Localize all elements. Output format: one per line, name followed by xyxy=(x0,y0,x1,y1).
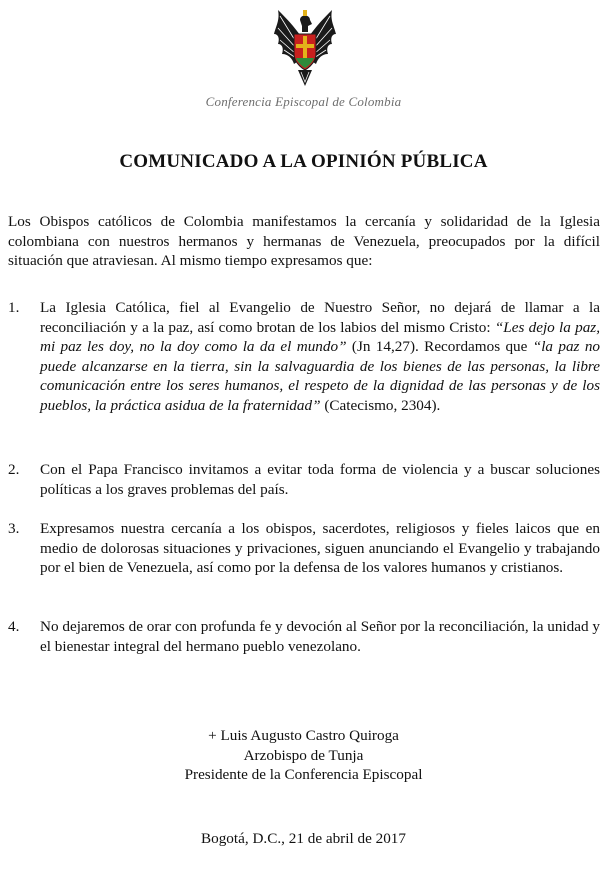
point-1-quote-b: “la paz no puede alcanzarse en la tierra, sin la salvaguardia de los bienes de las personas, la libre comunicación entre los seres humanos, el respeto de la dignidad de las personas y de los pueblos, la práctica asidua de la fraternidad” xyxy=(40,338,601,414)
letterhead xyxy=(0,8,607,118)
list-item-text: No dejaremos de orar con profunda fe y devoción al Señor por la reconciliación, la unidad y el bienestar integral del hermano pueblo venezolano. xyxy=(40,618,600,655)
list-item-text xyxy=(40,298,600,416)
list-item-1 xyxy=(8,298,600,416)
episcopal-crest-logo xyxy=(272,8,338,92)
dateline: Bogotá, D.C., 21 de abril de 2017 xyxy=(200,830,406,847)
list-item-number: 3. xyxy=(8,520,20,537)
list-item-number: 1. xyxy=(8,299,20,316)
list-item-number: 2. xyxy=(8,461,20,478)
point-1-quote-a: “Les dejo la paz, mi paz les doy, no la doy como la da el mundo” xyxy=(40,318,601,356)
signature-block xyxy=(0,726,607,785)
list-item-text: Expresamos nuestra cercanía a los obispos, sacerdotes, religiosos y fieles laicos que en medio de dolorosas situaciones y privaciones, siguen anunciando el Evangelio y trabajando por el bien de Venezuela, así como por la defensa de los valores humanos y cristianos. xyxy=(40,520,600,577)
organization-name: Conferencia Episcopal de Colombia xyxy=(205,94,402,109)
point-1-text-b: (Jn 14,27). Recordamos que xyxy=(346,338,533,356)
signatory-name: + Luis Augusto Castro Quiroga xyxy=(208,727,399,744)
signatory-role: Arzobispo de Tunja xyxy=(243,746,364,764)
document-title: COMUNICADO A LA OPINIÓN PÚBLICA xyxy=(119,151,488,172)
point-1-text-c: (Catecismo, 2304). xyxy=(320,396,441,414)
list-item-2 xyxy=(8,460,600,499)
list-item-3 xyxy=(8,519,600,578)
intro-paragraph: Los Obispos católicos de Colombia manifestamos la cercanía y solidaridad de la Iglesia colombiana con nuestros hermanos y hermanas de Venezuela, preocupados por la difícil situación que atraviesan. Al mismo tiempo expresamos que: xyxy=(8,213,600,270)
list-item-number: 4. xyxy=(8,618,20,635)
signatory-position: Presidente de la Conferencia Episcopal xyxy=(184,766,423,784)
list-item-text: Con el Papa Francisco invitamos a evitar toda forma de violencia y a buscar soluciones políticas a los graves problemas del país. xyxy=(40,461,600,498)
list-item-4 xyxy=(8,617,600,656)
point-1-text-a: La Iglesia Católica, fiel al Evangelio de Nuestro Señor, no dejará de llamar a la reconciliación y a la paz, así como brotan de los labios del mismo Cristo: xyxy=(40,299,600,336)
